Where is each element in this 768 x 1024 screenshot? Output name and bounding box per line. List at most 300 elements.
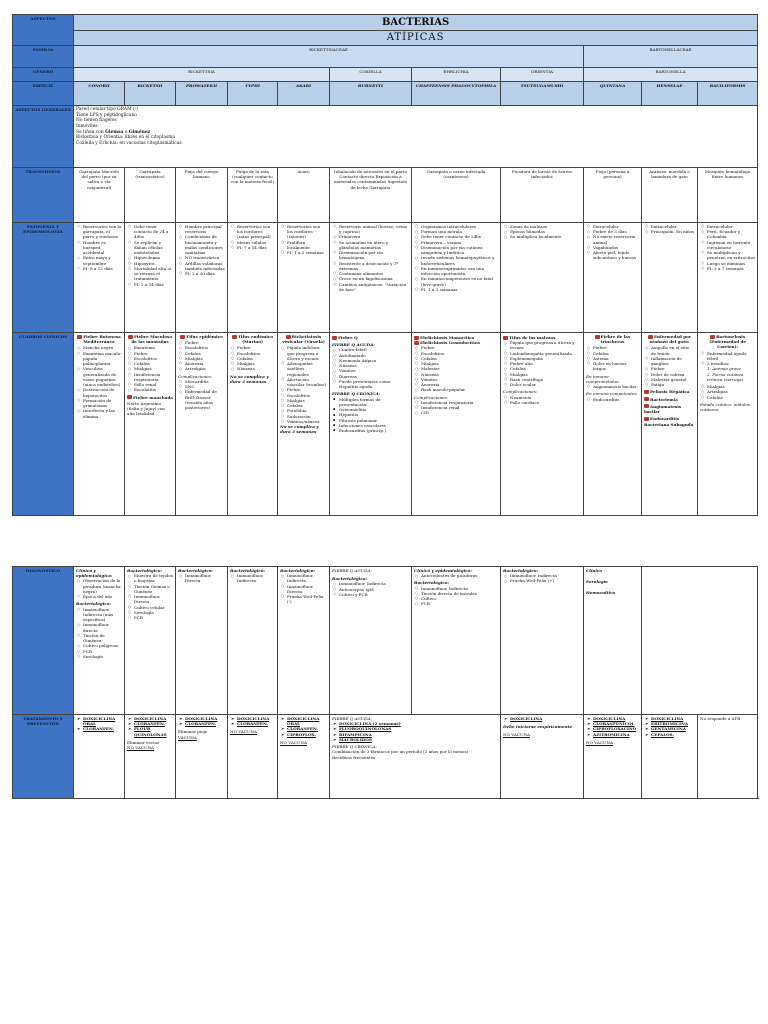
list-item: ○ Tinción de Giménez (83, 633, 122, 643)
list-item: ➢ GENTAMICINA (651, 726, 695, 731)
list-item: ○ Vómitos (339, 368, 409, 373)
diagnostico-cell (642, 567, 758, 715)
list-item: ○ Dolor ocular (510, 382, 581, 387)
list-item: ○ Insuficiencia respiratoria (134, 372, 173, 382)
list-item: ○ Inmunofluor. Indirecta (339, 581, 409, 586)
list-item: ➢ CIPROFLOX. (287, 732, 327, 737)
tratamiento-cell: ➢ DOXICICLINA ➢ CLORANFEN. ➢ FLOUR QUINOLONAS Eliminar vector NO VACUNA (125, 715, 176, 799)
list-item: ○ Mancha negra (83, 345, 122, 350)
list-item: ○ Fallo renal (134, 382, 173, 387)
list-item: ○ Anorexia (421, 382, 498, 387)
list-item: ○ Inmunofluor. Directa (287, 584, 327, 594)
list-item: ○ Mialgias (185, 356, 225, 361)
list-item: ○ Principalm. En niños (651, 229, 695, 234)
list-item: ○ Fiebre (287, 387, 327, 392)
list-item: ○ Cultivo celular (134, 605, 173, 610)
list-item: ○ Primavera – verano (421, 240, 498, 245)
cuadro-cell: Ehrlichiosis Monocítica Ehrlichiosis Granulocítica ○ Fiebre ○ Escalofríos ○ Cefalea ○ Mialgias ○ Malestar ○ Náuseas ○ Vómitos ○ Anorexia ○ Rash maculo-papular Complicaciones: ○ Insuficiencia respiratoria ○ Insuficiencia renal ○ CID (412, 333, 501, 516)
list-item: ○ Cambios antigénicos: "Variación de fase" (339, 282, 409, 292)
list-item: ○ Antecedentes de picaduras (421, 573, 498, 578)
bacteria-table-bottom (12, 566, 758, 799)
list-item: ➢ DOXICICLINA (2 semanas) (339, 721, 498, 726)
list-item: ○ Neumonía (510, 395, 581, 400)
species-cell: CHAFFEENSIS PHAGOCYTOPHILA (412, 82, 501, 106)
transmision-cell: Inhalación de aerosoles en el parto Contacto directo Exposición a materiales contaminados Ingestión de leche Garrapata (330, 168, 412, 223)
tratamiento-cell (74, 715, 125, 799)
list-item: ○ Ardillas voladoras también infectadas (185, 261, 225, 271)
list-item: ▪ Múltiples formas de presentación: (339, 397, 409, 407)
diagnostico-label: DIAGNÓSTICO (13, 567, 74, 715)
list-item: ➢ DOXICICLINA (185, 716, 225, 721)
list-item: ○ Náuseas (237, 366, 275, 371)
list-item: ○ Insuficiencia respiratoria (421, 400, 498, 405)
list-item: ➢ DOXICICLINA (510, 716, 581, 721)
transmision-cell: Garrapata Macrófo del perro (por su saliva o vía conjuntival) (74, 168, 125, 223)
patogenia-cell (176, 223, 228, 333)
list-item: ○ Cefalea (593, 351, 639, 356)
transmision-cell: Pulga de la rata (cualquier contacto con la materia fecal) (228, 168, 278, 223)
list-item: ○ PI: 7 a 14 días (237, 245, 275, 250)
list-item: ○ Vómitos/náusea (287, 419, 327, 424)
transmision-cell: Picadura de larvas de ácaros infectados (501, 168, 584, 223)
genus-rickettsia: RICKETTSIA (74, 68, 330, 82)
list-item: ○ Hipoxyrot. (134, 261, 173, 266)
tratamiento-cell: ➢ DOXICICLINA ➢ CLORANFENICOL ➢ CIPROFLOXACINO ➢ AZITROMICINA NO VACUNA (584, 715, 642, 799)
list-item: ➢ AZITROMICINA (593, 732, 639, 737)
list-item: ○ Extracelular (707, 224, 755, 229)
transmision-cell: Arañazo, mordida o lamedura de gato (642, 168, 698, 223)
patogenia-cell (584, 223, 642, 333)
list-item: ○ Inmunofluor. Indirecta (510, 573, 581, 578)
tratamiento-cell (642, 715, 698, 799)
diagnostico-cell: Bacteriológico: ○ Muestra de tejidos o biopsias ○ Tinción Giemsa o Giménez ○ Inmunofluor. Directa ○ Cultivo celular ○ Serología ○ PCR (125, 567, 176, 715)
list-item: ○ Cultivo y PCR (339, 592, 409, 597)
list-item: ○ Malestar (421, 366, 498, 371)
species-cell: CONORII (74, 82, 125, 106)
patogenia-cell (698, 223, 758, 333)
aspectos-generales-label: ASPECTOS GENERALES (13, 106, 74, 168)
list-item: ○ Prueba Weil-Felix (-) (287, 594, 327, 604)
genus-orientia: ORIENTIA (501, 68, 584, 82)
family-bartonellaceae: BARTONELLACEAE (584, 46, 758, 68)
page-subtitle: ATÍPICAS (74, 31, 757, 45)
bullet-icon (414, 336, 419, 340)
list-item: ○ Vómitos (421, 377, 498, 382)
aspectos-label: ASPECTOS (13, 15, 74, 46)
list-item: ○ NO transovárica (185, 255, 225, 260)
genus-ehrlichia: EHRLICHIA (412, 68, 501, 82)
list-item: ○ Enfermedad de Brill-Zinsser (recaída años posteriores) (185, 389, 225, 410)
tratamiento-cell: ➢ DOXICICLINA ORAL ➢ CLORANFEN. ➢ CIPROFLOX. NO VACUNA (278, 715, 330, 799)
list-item: ○ Observación de la picadura (mancha negra) (83, 578, 122, 594)
bullet-icon (644, 404, 649, 408)
familia-label: FAMILIA (13, 46, 74, 68)
list-item: ○ Cultivo (421, 596, 498, 601)
bacteria-table-top (12, 14, 758, 516)
list-item: ○ Mialgias (421, 361, 498, 366)
species-cell: TSUTSUGAMUSHI (501, 82, 584, 106)
list-item: ○ PI: 3 a 7 semanas (707, 266, 755, 271)
list-item: ○ Artralgias (707, 389, 755, 394)
list-item: ○ Inmunofluor. Directa (134, 594, 173, 604)
aspectos-generales-cell: Pared celular tipo GRAM (-) Tiene LPS y péptidoglicano No tienen flagelos Inmóviles Se tiñen con Giemsa o Giménez Rickettsia y Orientia: libres en el citoplasma Coxiella y Erlichia: en vacuolas citoplasmáticas (74, 106, 758, 168)
list-item: ○ Reservorios son los roedores (ratones) (287, 224, 327, 240)
list-item: ○ Artralgias (185, 366, 225, 371)
list-item: ○ Diseminación por vía cutánea sanguínea y linfática (421, 245, 498, 255)
list-item: ○ Rash centrífugo (510, 377, 581, 382)
list-item: ○ Adenopatías satélites regionales (287, 361, 327, 377)
diagnostico-cell: Bacteriológico: ○ Inmunofluor. Directa (176, 567, 228, 715)
list-item: ○ Hombre es huésped accidental (83, 240, 122, 256)
list-item: ○ Cefalea (237, 356, 275, 361)
bullet-icon (648, 335, 653, 339)
list-item: ○ PI: 1 a 3 semanas (421, 287, 498, 292)
list-item: ○ Anorexia (185, 361, 225, 366)
patogenia-cell (74, 223, 125, 333)
transmision-cell: Ácaro (278, 168, 330, 223)
list-item: ○ Época del año (83, 594, 122, 599)
diagnostico-cell: Clínico Serología Hemocultivo (584, 567, 642, 715)
list-item: ○ Encefalitis (134, 387, 173, 392)
species-cell: HENSELAE (642, 82, 698, 106)
species-cell: TYPHI (228, 82, 278, 106)
list-item: ○ Escalofríos (237, 351, 275, 356)
list-item: ➢ CLORANFENICOL (593, 721, 639, 726)
list-item: ○ Miocarditis (185, 379, 225, 384)
list-item: ○ Afectación vascular (trombos) (287, 377, 327, 387)
list-item: ○ CID (421, 410, 498, 415)
bullet-icon (644, 390, 649, 394)
list-item: ➢ DOXICICLINA (593, 716, 639, 721)
bullet-icon (710, 335, 715, 339)
list-item: ➢ FLUOROQUINOLONAS (339, 726, 498, 731)
transmision-cell: Garrapata (transovárico) (125, 168, 176, 223)
list-item: ▪ Endocarditis (princip.) (339, 428, 409, 433)
bullet-icon (180, 335, 185, 339)
diagnostico-cell: Bacteriológico: ○ Inmunofluor. Indirecta (228, 567, 278, 715)
list-item: ○ PI: 2 a 14 días (134, 282, 173, 287)
cuadro-cell: Tifus epidémico ○ Fiebre ○ Escalofríos ○ Cefalea ○ Mialgias ○ Anorexia ○ Artralgias Complicaciones: ○ Miocarditis ○ SNC ○ Enfermedad de Brill-Zinsser (recaída años posteriores) (176, 333, 228, 516)
list-item: ○ Enfermedad aguda febril (707, 351, 755, 361)
list-item: ○ Fallo cardíaco (510, 400, 581, 405)
list-item: ○ Exantema maculo-pápula palmoplantar (83, 351, 122, 367)
list-item: ○ Diarreas (339, 374, 409, 379)
list-item: ○ Escalofríos (287, 393, 327, 398)
especie-label: ESPECIE (13, 82, 74, 106)
bullet-icon (127, 395, 132, 399)
tratamiento-cell: ➢ DOXICICLINA ➢ CLORANFEN. Eliminar piojo VACUNA (176, 715, 228, 799)
list-item: ○ Inmunofluor. Indirecta (287, 573, 327, 583)
diagnostico-cell: Clínico y epidemiológico: ○ Antecedentes de picaduras Bacteriológico: ○ Inmunofluor. Indirecta ○ Tinción directa de mórulas ○ Cultivo ○ PCR (412, 567, 501, 715)
list-item: ○ Zonas de malezas (510, 224, 581, 229)
list-item: ○ Autolimitado (339, 353, 409, 358)
cuadros-label: CUADROS CLÍNICOS (13, 333, 74, 516)
list-item: ○ Fiebre (237, 345, 275, 350)
bullet-icon (644, 417, 649, 421)
list-item: ○ Ampolla en el sitio de lesión (651, 345, 695, 355)
list-item: ○ Inmunofluor. Indirecta (más específica) (83, 607, 122, 623)
transmision-cell: Piojo del cuerpo humano (176, 168, 228, 223)
diagnostico-cell: Bacteriológico: ○ Inmunofluor. Indirecta ○ Inmunofluor. Directa ○ Prueba Weil-Felix (-) (278, 567, 330, 715)
bullet-icon (644, 397, 649, 401)
cuadro-cell: Tifus endémico (Murino) ○ Fiebre ○ Escalofríos ○ Cefalea ○ Mialgias ○ Náuseas No se complica y dura 3 semanas (228, 333, 278, 516)
list-item: ➢ ERITROMICINA (651, 721, 695, 726)
list-item: ○ Angiomatosis bacilar (593, 384, 639, 389)
list-item: ○ Se multiplica localmente (510, 234, 581, 239)
list-item: ○ Dolor de cabeza (651, 372, 695, 377)
tratamiento-label: TRATAMIENTO Y PREVENCIÓN (13, 715, 74, 799)
list-item: ○ Crece en un fagolisosoma (339, 276, 409, 281)
list-item: ○ Cultivo peligroso (83, 643, 122, 648)
list-item: ○ Afecta piel, tejido subcutáneo y huesos (593, 250, 639, 260)
list-item: ○ Fiebre (421, 345, 498, 350)
list-item: ○ SNC (185, 384, 225, 389)
list-item: ○ Contamina alimentos (339, 271, 409, 276)
list-item: ○ Cefalea (134, 361, 173, 366)
list-item: ➢ CLORANFEN. (185, 721, 225, 726)
list-item: ○ Dolor en huesos largos (593, 361, 639, 371)
list-item: ○ Náuseas (339, 363, 409, 368)
list-item: ○ Meses cálidos (237, 240, 275, 245)
list-item: ○ Fotofobia (287, 408, 327, 413)
list-item: ○ Mialgias (510, 372, 581, 377)
list-item: ○ Se replican y dañan células endoteliales (134, 240, 173, 256)
list-item: ○ Vasculitis generalizada de vasos pequeños (ataca endotelios) (83, 366, 122, 387)
list-item: ➢ MACROLIDOS (339, 737, 498, 742)
species-cell: BURNETTI (330, 82, 412, 106)
list-item: ○ Astenia (593, 356, 639, 361)
tratamiento-cell: ➢ DOXICICLINA ➢ CLORANFEN. NO VACUNA (228, 715, 278, 799)
list-item: ○ Fiebre (185, 340, 225, 345)
list-item: ○ En inmunosuprimidos son una infección oportunista (421, 266, 498, 276)
list-item: ○ Luego se eliminan (707, 261, 755, 266)
list-item: ○ Tinción Giemsa o Giménez (134, 584, 173, 594)
list-item: ○ Sudoración (287, 414, 327, 419)
list-item: ○ Perú, Ecuador y Colombia (707, 229, 755, 239)
list-item: ○ Serología (134, 610, 173, 615)
list-item: ➢ CIPROFLOXACINO (593, 726, 639, 731)
list-item: ○ Épocas húmedas (510, 229, 581, 234)
list-item: ○ Escalofríos (185, 345, 225, 350)
list-item: ○ Mialgias (237, 361, 275, 366)
list-item: ○ Vagabundos (593, 245, 639, 250)
species-cell: QUINTANA (584, 82, 642, 106)
list-item: ○ Escalofríos (134, 356, 173, 361)
list-item: ○ Insuficiencia renal (421, 405, 498, 410)
list-item: ○ Cefalea (510, 366, 581, 371)
list-item: ○ Prolifera localmente (287, 240, 327, 250)
list-item: ○ Se multiplican y penetran en eritrocitos (707, 250, 755, 260)
list-item: ○ Debe tener contacto de 24hs (421, 234, 498, 239)
list-item: ○ Diseminación por vía hematógena (339, 250, 409, 260)
list-item: ➢ DOXICICLINA ORAL (83, 716, 122, 726)
list-item: ○ Rash maculo-papular (421, 387, 498, 392)
transmision-label: TRANSMISIÓN (13, 168, 74, 223)
bullet-icon (332, 336, 337, 340)
list-item: ➢ CEFALOS. (651, 732, 695, 737)
list-item: ○ Fiebre alta (510, 361, 581, 366)
list-item: ○ PCR (83, 649, 122, 654)
list-item: ○ Neumonía Atípica (339, 358, 409, 363)
list-item: ○ PI: 2 a 30 días (185, 271, 225, 276)
list-item: ○ Inflamación de ganglios (651, 356, 695, 366)
list-item: ○ No existe reservorio animal (593, 234, 639, 244)
list-item: ○ Resistente a desecación y Tº extremas (339, 261, 409, 271)
cuadro-cell: Fiebre Botonosa Mediterránea ○ Mancha negra ○ Exantema maculo-pápula palmoplantar ○ Vasculitis generalizada de vasos pequeños (ataca endotelios) ○ Destrucción de hepatocitos ○ Formación de granulomas ○ Interferón y las elimina (74, 333, 125, 516)
diagnostico-cell: Bacteriológico: ○ Inmunofluor. Indirecta ○ Prueba Weil-Félix (+) (501, 567, 584, 715)
list-item: ○ Ingresan en torrente circulatorio (707, 240, 755, 250)
list-item: ○ Debe tener contacto de 24 a 48hs (134, 224, 173, 240)
list-item: ▪ Osteomielitis (339, 407, 409, 412)
list-item: ○ Endocarditis (593, 397, 639, 402)
list-item: ▪ Fibrosis pulmonar (339, 418, 409, 423)
bullet-icon (503, 336, 508, 340)
list-item: ○ Interferón y las elimina (83, 408, 122, 418)
cuadro-cell: Tifus de las malezas ○ Pápula que progresa a úlcera y escara ○ Linfoadenopatía generalizada ○ Esplenomegalia ○ Fiebre alta ○ Cefalea ○ Mialgias ○ Rash centrífugo ○ Dolor ocular Complicaciones: ○ Neumonía ○ Fallo cardíaco (501, 333, 584, 516)
list-item: ○ Destrucción de hepatocitos (83, 387, 122, 397)
list-item: ○ 2 estadios: (707, 361, 755, 366)
tratamiento-cell: No responde a ATB (698, 715, 758, 799)
list-item: ○ Inmunofluor. directa (83, 622, 122, 632)
patogenia-cell (330, 223, 412, 333)
list-item: ▪ Infecciones vasculares (339, 423, 409, 428)
list-item: ○ Cefalea (707, 395, 755, 400)
list-item: ○ Forman una mórula (421, 229, 498, 234)
list-item: ○ Malestar general (651, 377, 695, 382)
list-item: ○ Puede presentarse como Hepatitis aguda (339, 379, 409, 389)
list-item: ○ Fiebre de 5 días (593, 229, 639, 234)
list-item: ○ Mialgias (134, 366, 173, 371)
list-item: ○ Anticuerpos IgM (339, 587, 409, 592)
list-item: ➢ DOXICICLINA (651, 716, 695, 721)
list-item: ○ Inmunofluor. Indirecta (237, 573, 275, 583)
cuadro-cell: Rickettsiosis vesicular (Viruela) ○ Pápula indolora que progresa a úlcera y escara ○ Adenopatías satélites regionales ○ Afectación vascular (trombos) ○ Fiebre ○ Escalofríos ○ Mialgias ○ Cefalea ○ Fotofobia ○ Sudoración ○ Vómitos/náusea No se complica y dura 3 semanas (278, 333, 330, 516)
list-item: ○ Reservorio animal (bovino, ovino y caprino) (339, 224, 409, 234)
list-item: ○ Inmunofluor. Indirecta (421, 586, 498, 591)
list-item: ○ PI: 8 a 12 días (83, 266, 122, 271)
diagnostico-cell: FIEBRE Q AGUDA: Bacteriológico: ○ Inmunofluor. Indirecta ○ Anticuerpos IgM ○ Cultivo y PCR (330, 567, 412, 715)
genus-coxiella: COXIELLA (330, 68, 412, 82)
genero-label: GÉNERO (13, 68, 74, 82)
patogenia-cell (125, 223, 176, 333)
list-item: ○ Cefalea (421, 356, 498, 361)
list-item: ○ Fiebre (593, 345, 639, 350)
list-item: ○ Se acumulan en útero y glándulas mamarias (339, 240, 409, 250)
bullet-icon (77, 335, 82, 339)
list-item: ○ Cefalea (185, 351, 225, 356)
cuadro-cell: Enfermedad por arañazo del gato: ○ Ampolla en el sitio de lesión ○ Inflamación de ganglios ○ Fiebre ○ Dolor de cabeza ○ Malestar general ○ Fatiga Peliosis Hepática Bacteriemia Angiomatosis bacilar Endocarditis Bacteriana Subaguda (642, 333, 698, 516)
list-item: ➢ FLOUR QUINOLONAS (134, 726, 173, 736)
list-item: ○ PCR (134, 615, 173, 620)
bullet-icon (286, 335, 291, 339)
list-item: ○ Extracelular (651, 224, 695, 229)
list-item: ○ Organismos intracelulares (421, 224, 498, 229)
bullet-icon (414, 341, 419, 345)
list-item: ○ Prueba Weil-Félix (+) (510, 578, 581, 583)
transmision-cell: Mosquito hematófago Entre humanos (698, 168, 758, 223)
transmision-cell: Piojo (persona a persona) (584, 168, 642, 223)
cuadro-cell: Fiebre Maculosa de las montañas ○ Exantema ○ Fiebre ○ Escalofríos ○ Cefalea ○ Mialgias ○ Insuficiencia respiratoria ○ Fallo renal ○ Encefalitis Fiebre manchada Norte Argentino (Salta y Jujuy) con alta letalidad (125, 333, 176, 516)
tratamiento-cell: FIEBRE Q AGUDA: ➢ DOXICICLINA (2 semanas) ➢ FLUOROQUINOLONAS ➢ RIFAMPICINA ➢ MACROLIDOS FIEBRE Q CRÓNICA: Combinación de 2 fármacos por un período (2 años por lo menos) Recidivas frecuentes (330, 715, 501, 799)
bullet-icon (595, 335, 600, 339)
list-item: ○ Fiebre (651, 366, 695, 371)
list-item: ○ Condiciones de hacinamiento y malas condiciones sanitarias (185, 234, 225, 255)
list-item: ○ Fatiga (651, 382, 695, 387)
list-item: ○ Linfoadenopatía generalizada (510, 351, 581, 356)
list-item: ○ Exantema (134, 345, 173, 350)
list-item: ○ Pápula indolora que progresa a úlcera y escara (287, 345, 327, 361)
list-item: ○ Cefalea (287, 403, 327, 408)
tratamiento-cell: ➢ DOXICICLINA Debe iniciarse empíricamente NO VACUNA (501, 715, 584, 799)
list-item: ▪ Hepatitis (339, 412, 409, 417)
transmision-cell: Garrapata o carne infectada (carnívoros) (412, 168, 501, 223)
patogenia-cell (278, 223, 330, 333)
list-item: ○ Fiebre (134, 351, 173, 356)
patogenia-cell (412, 223, 501, 333)
list-item: ➢ DOXICICLINA (134, 716, 173, 721)
list-item: ○ Tinción directa de mórulas (421, 591, 498, 596)
list-item: ○ Esplenomegalia (510, 356, 581, 361)
list-item: ○ Escalofríos (421, 351, 498, 356)
species-cell: AKARI (278, 82, 330, 106)
list-item: ○ Invade sistemas hematopoyéticos y linforreticulares (421, 255, 498, 265)
list-item: ➢ CLORANFEN. (287, 726, 327, 731)
species-cell: BACILIFORMIS (698, 82, 758, 106)
list-item: ○ Formación de granulomas (83, 398, 122, 408)
species-cell: PROWAZEKII (176, 82, 228, 106)
patogenia-cell (642, 223, 698, 333)
cuadro-cell: Fiebre Q FIEBRE Q AGUDA: ○ Cuadro febril ○ Autolimitado ○ Neumonía Atípica ○ Náuseas ○ Vómitos ○ Diarreas ○ Puede presentarse como Hepatitis aguda FIEBRE Q CRÓNICA: ▪ Múltiples formas de presentación: ▪ Osteomielitis ▪ Hepatitis ▪ Fibrosis pulmonar ▪ Infecciones vasculares ▪ Endocarditis (princip.) (330, 333, 412, 516)
list-item: ○ Hipovolemia (134, 255, 173, 260)
list-item: ○ Mialgias (287, 398, 327, 403)
species-cell: RICKETSII (125, 82, 176, 106)
family-rickettsiaceae: RICKETTSIACEAE (74, 46, 584, 68)
patogenia-label: PATOGENIA Y EPIDEMIOLOGÍA (13, 223, 74, 333)
list-item: ○ En inmunocompetentes es no fatal (leve-grave) (421, 276, 498, 286)
cuadro-cell: Fiebre de las trincheras ○ Fiebre ○ Cefalea ○ Astenia ○ Dolor en huesos largos En inmuno-comprometidos: ○ Angiomatosis bacilar En inmuno-competentes: ○ Endocarditis (584, 333, 642, 516)
list-item: ○ PCR (421, 601, 498, 606)
list-item: ○ Muestra de tejidos o biopsias (134, 573, 173, 583)
list-item: ➢ CLORANFEN. (83, 726, 122, 731)
list-item: ○ Mialgias (707, 384, 755, 389)
genus-bartonella: BARTONELLA (584, 68, 758, 82)
list-item: ➢ RIFAMPICINA (339, 732, 498, 737)
list-item: ➢ DOXICICLINA ORAL (287, 716, 327, 726)
list-item: ○ Primavera (339, 234, 409, 239)
list-item: ○ Entre mayo y septiembre (83, 255, 122, 265)
list-item: ○ Reservorios son la garrapata, el perro y roedores (83, 224, 122, 240)
diagnostico-cell: Clínico y epidemiológico: ○ Observación de la picadura (mancha negra) ○ Época del año Bacteriológico: ○ Inmunofluor. Indirecta (más específica) ○ Inmunofluor. directa ○ Tinción de Giménez ○ Cultivo peligroso ○ PCR ○ Serología (74, 567, 125, 715)
patogenia-cell (501, 223, 584, 333)
list-item: ○ Inmunofluor. Directa (185, 573, 225, 583)
page-title: BACTERIAS (74, 15, 757, 31)
bullet-icon (232, 335, 237, 339)
list-item: ○ Pápula que progresa a úlcera y escara (510, 340, 581, 350)
list-item: ○ Cuadro febril (339, 347, 409, 352)
patogenia-cell (228, 223, 278, 333)
list-item: ○ Serología (83, 654, 122, 659)
list-item: ➢ DOXICICLINA (237, 716, 275, 721)
list-item: ○ Extracelular (593, 224, 639, 229)
list-item: ○ PI: 1 a 2 semanas (287, 250, 327, 255)
bullet-icon (128, 335, 133, 339)
list-item: ○ Hombre principal reservorio (185, 224, 225, 234)
list-item: ○ Mortalidad alta si se retrasa el tratamiento (134, 266, 173, 282)
list-item: ○ Náuseas (421, 372, 498, 377)
list-item: ➢ CLORANFEN. (237, 721, 275, 726)
cuadro-cell: Bartonelosis (Enfermedad de Carrión): ○ Enfermedad aguda febril ○ 2 estadios: 1. Anemia grave 2. Forma cutánea crónica (verruga) ○ Mialgias ○ Artralgias ○ Cefalea Estado crónico: nódulos cutáneos (698, 333, 758, 516)
list-item: ○ Reservorios son los roedores (ratas principal) (237, 224, 275, 240)
